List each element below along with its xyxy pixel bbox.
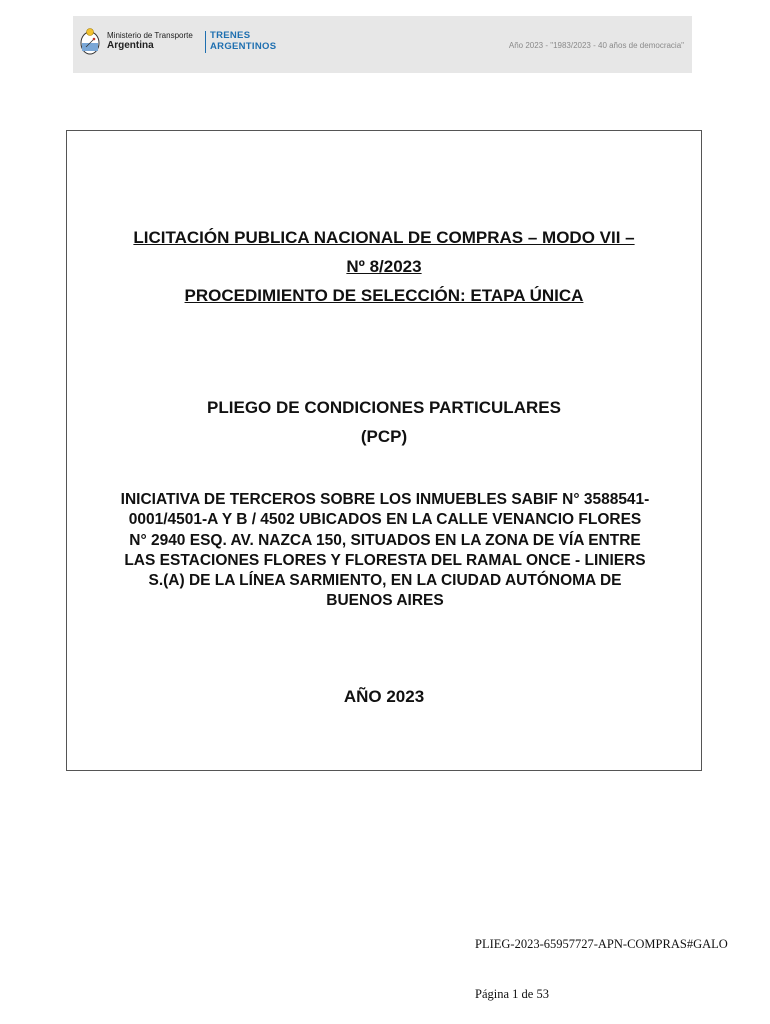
document-reference: PLIEG-2023-65957727-APN-COMPRAS#GALO	[475, 937, 728, 951]
trenes-argentinos-logo	[210, 30, 276, 52]
year-label: AÑO 2023	[343, 687, 425, 706]
year-motto: Año 2023 - "1983/2023 - 40 años de democracia"	[508, 41, 684, 50]
initiative-line: INICIATIVA DE TERCEROS SOBRE LOS INMUEBLES SABIF N° 3588541-	[120, 491, 650, 508]
argentina-seal-icon	[79, 27, 101, 57]
pliego-line-1: PLIEGO DE CONDICIONES PARTICULARES	[207, 398, 561, 417]
cover-box	[66, 130, 702, 771]
pliego-line-2: (PCP)	[360, 427, 408, 446]
tender-title	[67, 223, 701, 310]
pliego-heading	[67, 393, 701, 451]
ministry-name: Ministerio de Transporte	[107, 31, 193, 40]
initiative-line: LAS ESTACIONES FLORES Y FLORESTA DEL RAMAL ONCE - LINIERS	[124, 551, 646, 569]
page-number: Página 1 de 53	[475, 987, 549, 1001]
header-band	[73, 16, 692, 73]
initiative-line: BUENOS AIRES	[326, 592, 444, 610]
title-line-1: LICITACIÓN PUBLICA NACIONAL DE COMPRAS – MODO VII –	[133, 228, 635, 247]
logo-divider	[205, 31, 206, 53]
initiative-description	[73, 490, 697, 612]
country-name: Argentina	[107, 40, 154, 51]
initiative-line: N° 2940 ESQ. AV. NAZCA 150, SITUADOS EN LA ZONA DE VÍA ENTRE	[129, 531, 641, 549]
initiative-line: 0001/4501-A Y B / 4502 UBICADOS EN LA CALLE VENANCIO FLORES	[128, 511, 642, 529]
title-line-2: Nº 8/2023	[346, 257, 422, 276]
initiative-line: S.(A) DE LA LÍNEA SARMIENTO, EN LA CIUDAD AUTÓNOMA DE	[148, 572, 622, 590]
brand-line-1: TRENES	[210, 30, 251, 41]
ministry-logo-text	[107, 31, 193, 51]
title-line-3: PROCEDIMIENTO DE SELECCIÓN: ETAPA ÚNICA	[184, 286, 584, 305]
brand-line-2: ARGENTINOS	[210, 41, 277, 52]
